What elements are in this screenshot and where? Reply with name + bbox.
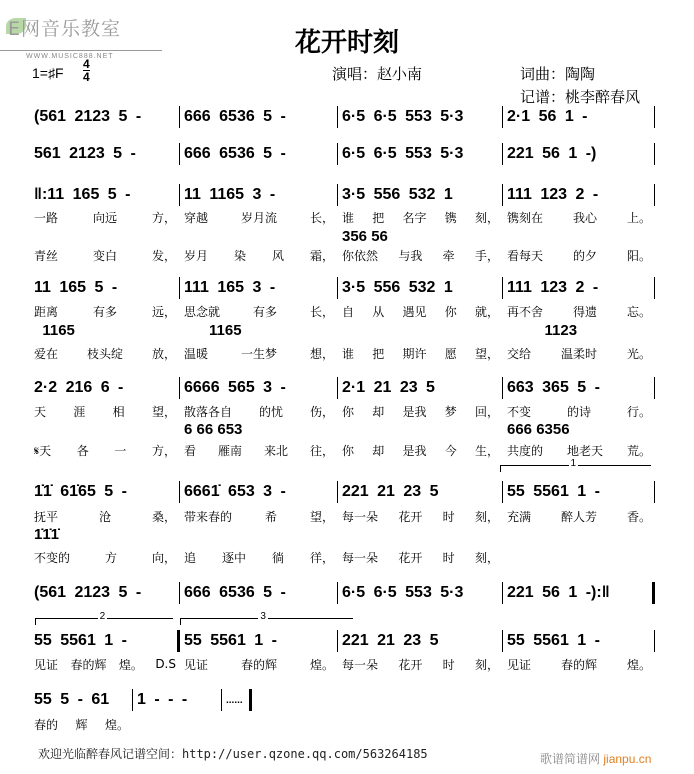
lyric-syllable: 涯 [73, 404, 86, 419]
lyric-syllable: 徉， [309, 550, 334, 565]
lyric-syllable: 上。 [626, 210, 651, 225]
lyric-syllable: 来北 [263, 443, 288, 458]
lyric-syllable: 春的辉 [560, 657, 597, 672]
lyric-syllable: 交给 [507, 346, 532, 361]
lyric-syllable: 时 [442, 509, 455, 524]
lyric-line [30, 303, 655, 319]
alt-notes-line [30, 420, 655, 438]
lyric-syllable: 你依然 [342, 248, 379, 263]
lyric-measure [133, 716, 222, 732]
watermark-domain: jianpu.cn [603, 752, 652, 766]
lyric-syllable: 名字 [402, 210, 427, 225]
lyric-syllable: 长， [309, 210, 334, 225]
lyric-syllable: 染 [233, 248, 246, 263]
lyric-measure [180, 508, 338, 524]
singer: 演唱：赵小南 [332, 65, 423, 83]
measure [338, 321, 503, 339]
lyric-measure [180, 549, 338, 565]
site-logo: E网音乐教室 [8, 18, 122, 40]
measure: 55 5561 1 - [180, 630, 338, 652]
lyric-syllable: 望， [474, 346, 499, 361]
alt-notes-line [30, 321, 655, 339]
lyric-syllable: 追 [184, 550, 197, 565]
lyric-syllable: 的夕 [572, 248, 597, 263]
lyric-syllable: 谁 [342, 346, 355, 361]
lyric-measure [503, 549, 655, 565]
lyric-syllable: 却 [372, 404, 385, 419]
measure: 1̇1̇ 61̇65 5 - [30, 481, 180, 503]
measure: 3·5 556 532 1 [338, 184, 503, 206]
lyric-measure [30, 508, 180, 524]
lyric-syllable: 春的辉 [70, 657, 107, 672]
lyric-syllable: 期许 [402, 346, 427, 361]
lyric-measure [503, 209, 655, 225]
lyric-line [30, 209, 655, 225]
footer-text: 欢迎光临醉春风记谱空间：http://user.qzone.qq.com/563264185 [38, 747, 428, 761]
time-bottom: 4 [83, 70, 90, 84]
measure: 666 6536 5 - [180, 143, 338, 165]
measure: 11 165 5 - [30, 277, 180, 299]
lyric-line [30, 716, 252, 732]
lyric-measure [503, 345, 655, 361]
measure [30, 420, 180, 438]
lyric-measure [503, 403, 655, 419]
lyric-measure [503, 508, 655, 524]
notes-line [30, 143, 655, 165]
lyric-syllable: 梦 [444, 404, 457, 419]
lyric-syllable: 见证 [184, 657, 209, 672]
measure [30, 227, 180, 245]
lyric-syllable: 𝄋天 [34, 443, 52, 458]
lyric-syllable: 煌。 [104, 717, 129, 732]
lyric-syllable: 煌。 [309, 657, 334, 672]
lyric-syllable: 回， [474, 404, 499, 419]
volta-bracket [180, 611, 353, 625]
lyric-measure [30, 345, 180, 361]
lyric-syllable: 煌。 [118, 657, 143, 672]
lyric-measure [338, 442, 503, 458]
lyric-measure [503, 656, 655, 672]
measure: 11 1165 3 - [180, 184, 338, 206]
lyric-measure [338, 209, 503, 225]
measure: 666 6536 5 - [180, 582, 338, 604]
volta-bracket [35, 611, 173, 625]
measure: 6661̇ 653 3 - [180, 481, 338, 503]
lyric-measure [30, 549, 180, 565]
volta-number: 1 [570, 458, 577, 469]
lyric-syllable: 桑， [151, 509, 176, 524]
lyric-syllable: 你 [342, 443, 355, 458]
measure [503, 227, 655, 245]
lyric-syllable: 望， [309, 509, 334, 524]
lyric-syllable: 穿越 [184, 210, 209, 225]
lyric-syllable: 岁月 [184, 248, 209, 263]
lyric-syllable: 花开 [398, 657, 423, 672]
notes-line [30, 689, 252, 711]
lyric-syllable: 天 [34, 404, 47, 419]
lyric-syllable: 刻， [474, 657, 499, 672]
volta-number: 3 [260, 611, 266, 622]
lyric-syllable: 刻， [474, 210, 499, 225]
lyric-syllable: 见证 [507, 657, 532, 672]
measure [503, 525, 655, 543]
lyric-measure [30, 656, 180, 672]
lyric-syllable: 忘。 [626, 304, 651, 319]
lyric-measure [503, 247, 655, 263]
lyric-syllable: 得遗 [572, 304, 597, 319]
alt-notes-line [30, 227, 655, 245]
lyric-syllable: 是我 [402, 404, 427, 419]
lyric-syllable: 充满 [507, 509, 532, 524]
lyric-syllable: 见证 [34, 657, 59, 672]
lyric-syllable: 青丝 [34, 248, 59, 263]
measure: 6 66 653 [184, 420, 243, 438]
lyric-syllable: 往， [309, 443, 334, 458]
lyric-measure [180, 656, 338, 672]
lyric-syllable: 方， [151, 443, 176, 458]
lyric-measure [180, 247, 338, 263]
lyric-syllable: 从 [372, 304, 385, 319]
lyric-syllable: 长， [309, 304, 334, 319]
lyric-syllable: 就， [474, 304, 499, 319]
lyric-syllable: 各 [76, 443, 89, 458]
measure: 356 56 [342, 227, 388, 245]
lyric-line [30, 549, 655, 565]
lyric-measure [503, 303, 655, 319]
notes-line [30, 630, 655, 652]
notes-line [30, 481, 655, 503]
lyric-syllable: 香。 [626, 509, 651, 524]
lyric-measure [338, 508, 503, 524]
lyricist-composer: 词曲：陶陶 [520, 65, 596, 83]
lyric-syllable: 把 [372, 210, 385, 225]
lyric-syllable: 散落各自 [184, 404, 233, 419]
lyric-syllable: 行。 [626, 404, 651, 419]
lyric-syllable: 距离 [34, 304, 59, 319]
lyric-measure [30, 247, 180, 263]
measure: (561 2123 5 - [30, 582, 180, 604]
lyric-measure [338, 549, 503, 565]
lyric-syllable: 今 [444, 443, 457, 458]
measure: 6666 565 3 - [180, 377, 338, 399]
lyric-syllable: 遇见 [402, 304, 427, 319]
lyric-syllable: 镌 [444, 210, 457, 225]
notes-line [30, 377, 655, 399]
lyric-line [30, 345, 655, 361]
lyric-syllable: 却 [372, 443, 385, 458]
lyric-syllable: 思念就 [184, 304, 221, 319]
lyric-syllable: 与我 [398, 248, 423, 263]
measure: 1123 [507, 321, 578, 339]
lyric-syllable: 刻， [474, 550, 499, 565]
lyric-measure [30, 403, 180, 419]
measure: 2·1 21 23 5 [338, 377, 503, 399]
lyric-measure [180, 403, 338, 419]
lyric-measure [30, 303, 180, 319]
lyric-syllable: 岁月流 [240, 210, 277, 225]
lyric-syllable: 一路 [34, 210, 59, 225]
lyric-syllable: 镌刻在 [507, 210, 544, 225]
lyric-syllable: D.S [155, 657, 176, 671]
measure: 1165 [34, 321, 75, 339]
notes-line [30, 582, 655, 604]
lyric-syllable: 雁南 [217, 443, 242, 458]
measure: ...... [222, 689, 252, 711]
lyric-syllable: 变白 [92, 248, 117, 263]
lyric-syllable: 春的 [34, 717, 59, 732]
lyric-syllable: 花开 [398, 550, 423, 565]
lyric-syllable: 有多 [252, 304, 277, 319]
lyric-syllable: 沧 [98, 509, 111, 524]
measure [338, 420, 503, 438]
notes-line [30, 277, 655, 299]
lyric-syllable: 有多 [92, 304, 117, 319]
lyric-syllable: 温暖 [184, 346, 209, 361]
lyric-syllable: 方 [104, 550, 117, 565]
lyric-measure [338, 403, 503, 419]
lyric-syllable: 再不舍 [507, 304, 544, 319]
lyric-syllable: 不变的 [34, 550, 71, 565]
lyric-measure [30, 209, 180, 225]
lyric-syllable: 把 [372, 346, 385, 361]
time-top: 4 [83, 57, 90, 71]
lyric-syllable: 温柔时 [560, 346, 597, 361]
measure: 55 5561 1 - [503, 630, 655, 652]
measure: (561 2123 5 - [30, 106, 180, 128]
time-signature [83, 58, 90, 83]
lyric-syllable: 每一朵 [342, 509, 379, 524]
lyric-measure [222, 716, 252, 732]
measure: 663 365 5 - [503, 377, 655, 399]
lyric-syllable: 风 [271, 248, 284, 263]
lyric-measure [30, 716, 133, 732]
lyric-syllable: 向， [151, 550, 176, 565]
lyric-syllable: 爱在 [34, 346, 59, 361]
lyric-syllable: 煌。 [626, 657, 651, 672]
lyric-syllable: 你 [342, 404, 355, 419]
measure: 111 123 2 - [503, 277, 655, 299]
lyric-syllable: 光。 [626, 346, 651, 361]
measure: 221 21 23 5 [338, 481, 503, 503]
watermark-site-name: 歌谱简谱网 [540, 752, 601, 766]
lyric-syllable: 每一朵 [342, 550, 379, 565]
lyric-syllable: 霜， [309, 248, 334, 263]
lyric-measure [180, 209, 338, 225]
lyric-syllable: 时 [442, 657, 455, 672]
measure: 55 5561 1 - [30, 630, 180, 652]
key-signature: 1=♯F [32, 65, 64, 81]
measure: 221 21 23 5 [338, 630, 503, 652]
lyric-syllable: 刻， [474, 509, 499, 524]
lyric-syllable: 手， [474, 248, 499, 263]
lyric-measure [180, 442, 338, 458]
lyric-syllable: 醉人芳 [560, 509, 597, 524]
measure: 666 6536 5 - [180, 106, 338, 128]
lyric-syllable: 不变 [507, 404, 532, 419]
lyric-syllable: 辉 [75, 717, 88, 732]
lyric-measure [338, 303, 503, 319]
measure [180, 227, 338, 245]
lyric-line [30, 508, 655, 524]
measure: 55 5 - 61 [30, 689, 133, 711]
lyric-syllable: 希 [264, 509, 277, 524]
lyric-syllable: 的诗 [566, 404, 591, 419]
lyric-syllable: 一 [114, 443, 127, 458]
lyric-syllable: 望， [151, 404, 176, 419]
measure: 6·5 6·5 553 5·3 [338, 143, 503, 165]
lyric-syllable: 愿 [444, 346, 457, 361]
lyric-syllable: 带来春的 [184, 509, 233, 524]
lyric-syllable: 想， [309, 346, 334, 361]
lyric-syllable: 阳。 [626, 248, 651, 263]
notator: 记谱：桃李醉春风 [520, 88, 641, 106]
lyric-syllable: 每一朵 [342, 657, 379, 672]
measure: 221 56 1 -):‖ [503, 582, 655, 604]
measure: ‖:11 165 5 - [30, 184, 180, 206]
measure: 55 5561 1 - [503, 481, 655, 503]
lyric-syllable: 时 [442, 550, 455, 565]
notes-line [30, 184, 655, 206]
site-watermark [540, 750, 651, 767]
lyric-measure [30, 442, 180, 458]
alt-notes-line [30, 525, 655, 543]
lyric-syllable: 枝头绽 [86, 346, 123, 361]
lyric-measure [180, 303, 338, 319]
lyric-syllable: 一生梦 [240, 346, 277, 361]
lyric-measure [180, 345, 338, 361]
measure: 111 165 3 - [180, 277, 338, 299]
measure: 561 2123 5 - [30, 143, 180, 165]
lyric-syllable: 逐中 [221, 550, 246, 565]
volta-bracket [500, 458, 651, 472]
lyric-syllable: 放， [151, 346, 176, 361]
lyric-syllable: 我心 [572, 210, 597, 225]
lyric-line [30, 403, 655, 419]
lyric-syllable: 远， [151, 304, 176, 319]
lyric-syllable: 谁 [342, 210, 355, 225]
lyric-line [30, 442, 655, 458]
lyric-measure [338, 656, 503, 672]
lyric-syllable: 看每天 [507, 248, 544, 263]
lyric-syllable: 牵 [442, 248, 455, 263]
measure: 2·2 216 6 - [30, 377, 180, 399]
measure: 1̇1̇1̇ [34, 525, 60, 543]
measure: 221 56 1 -) [503, 143, 655, 165]
notes-line [30, 106, 655, 128]
lyric-syllable: 看 [184, 443, 197, 458]
measure: 111 123 2 - [503, 184, 655, 206]
song-title: 花开时刻 [294, 28, 399, 58]
measure: 1 - - - [133, 689, 222, 711]
measure [180, 525, 338, 543]
lyric-syllable: 你 [444, 304, 457, 319]
lyric-measure [338, 247, 503, 263]
lyric-syllable: 伤， [309, 404, 334, 419]
lyric-measure [503, 442, 655, 458]
logo-url: WWW.MUSIC888.NET [26, 53, 114, 60]
measure: 3·5 556 532 1 [338, 277, 503, 299]
measure: 1165 [184, 321, 242, 339]
lyric-syllable: 共度的 [507, 443, 544, 458]
lyric-syllable: 自 [342, 304, 355, 319]
lyric-syllable: 方， [151, 210, 176, 225]
lyric-syllable: 花开 [398, 509, 423, 524]
lyric-measure [338, 345, 503, 361]
lyric-syllable: 的忧 [258, 404, 283, 419]
lyric-syllable: 相 [112, 404, 125, 419]
measure: 6·5 6·5 553 5·3 [338, 582, 503, 604]
lyric-line [30, 247, 655, 263]
volta-number: 2 [99, 611, 106, 622]
lyric-syllable: 抚平 [34, 509, 59, 524]
lyric-syllable: 生， [474, 443, 499, 458]
measure: 666 6356 [507, 420, 570, 438]
measure: 6·5 6·5 553 5·3 [338, 106, 503, 128]
lyric-syllable: 春的辉 [240, 657, 277, 672]
lyric-line [30, 656, 655, 672]
lyric-syllable: 向远 [92, 210, 117, 225]
measure: 2·1 56 1 - [503, 106, 655, 128]
lyric-syllable: 地老天 [566, 443, 603, 458]
lyric-syllable: 徜 [271, 550, 284, 565]
lyric-syllable: 荒。 [626, 443, 651, 458]
lyric-syllable: 是我 [402, 443, 427, 458]
measure [338, 525, 503, 543]
lyric-syllable: 发， [151, 248, 176, 263]
